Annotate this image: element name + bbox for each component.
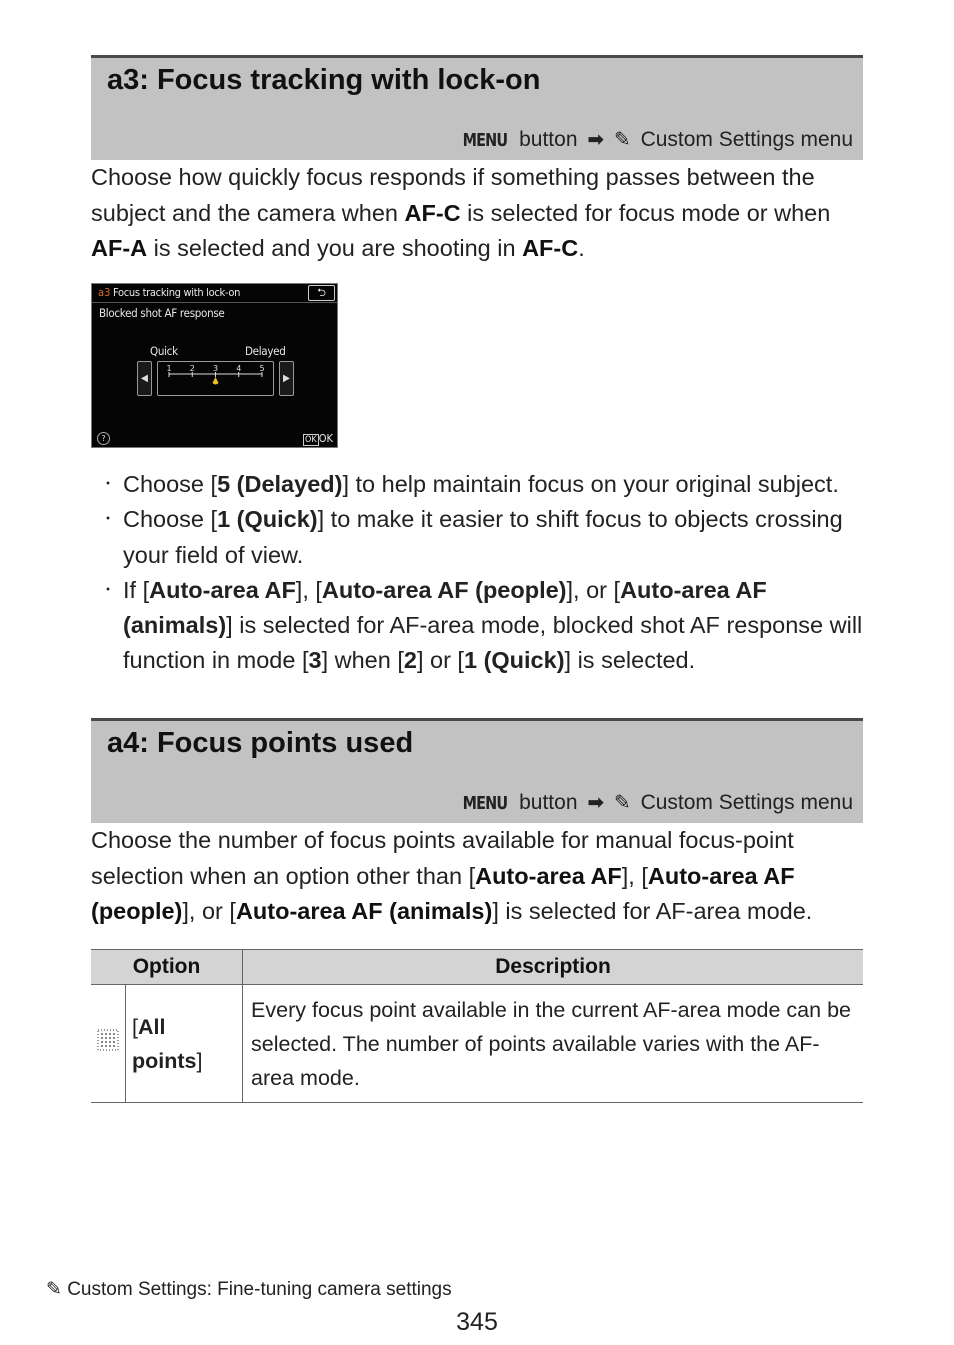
bracket: ] [196, 1048, 203, 1073]
scale-tick-label: 5 [259, 364, 265, 373]
scale-tick-label: 4 [236, 364, 242, 373]
bullet-bold: 1 (Quick) [463, 647, 565, 674]
pencil-icon: ✎ [46, 1279, 62, 1300]
scale-cursor-icon [213, 377, 219, 385]
bullet-text: ] is selected. [564, 647, 696, 674]
bullet-text: ], [ [295, 576, 322, 603]
help-icon: ? [97, 432, 110, 445]
a3-title: a3: Focus tracking with lock-on [107, 64, 541, 96]
ok-button-icon: OK [305, 435, 317, 445]
bullet-bold: Auto-area AF (animals) [123, 576, 767, 639]
bullet-bold: Auto-area AF [149, 576, 296, 603]
camera-screen-subtitle: Blocked shot AF response [99, 306, 225, 320]
bullet-dot: ・ [100, 511, 117, 529]
description-column-header: Description [243, 950, 863, 985]
intro-text: . [578, 235, 585, 261]
ok-prompt [303, 432, 333, 445]
list-item [100, 502, 870, 573]
bullet-text: ], or [ [566, 576, 621, 603]
ok-label: OK [318, 432, 333, 445]
a4-intro-paragraph [91, 823, 866, 930]
option-name-cell [126, 985, 243, 1103]
intro-text: is selected and you are shooting in [147, 235, 523, 261]
bracket: [ [132, 1014, 138, 1039]
a3-section-header [91, 55, 863, 160]
intro-text: Choose how quickly focus responds if something passes between the subject and the camera when [91, 164, 815, 226]
intro-bold: Auto-area AF (animals) [235, 898, 493, 924]
all-points-grid-icon [97, 1029, 119, 1051]
scale-right-arrow-icon: ▶ [279, 361, 294, 396]
page-number: 345 [456, 1308, 498, 1336]
bullet-text: Choose [ [123, 471, 218, 497]
bullet-text: If [ [123, 576, 150, 603]
scale-tick-label: 1 [166, 364, 172, 373]
menu-button-label: MENU [462, 793, 508, 814]
scale-tick-label: 2 [189, 364, 195, 373]
bullet-bold: Auto-area AF (people) [321, 576, 567, 603]
a4-menu-path [457, 790, 853, 815]
menu-button-label: MENU [462, 130, 508, 151]
menu-path-destination: Custom Settings menu [640, 128, 853, 151]
table-header-row [91, 950, 863, 985]
table-row [91, 985, 863, 1103]
scale-svg [158, 362, 273, 395]
a3-intro-paragraph [91, 160, 866, 267]
intro-bold: Auto-area AF (people) [91, 862, 795, 924]
a4-section-header [91, 718, 863, 823]
right-arrow-icon: ➡ [587, 792, 605, 814]
bullet-bold: 3 [308, 647, 322, 674]
focus-points-table [91, 949, 863, 1103]
intro-bold: AF-C [522, 235, 579, 261]
pencil-icon: ✎ [613, 792, 631, 814]
a3-bullet-list [100, 467, 870, 679]
intro-text: ], [ [621, 862, 648, 889]
bullet-text: ] is selected for AF-area mode, blocked shot AF response will function in mode [ [123, 612, 863, 674]
menu-path-destination: Custom Settings menu [640, 791, 853, 814]
bullet-text: Choose [ [123, 506, 218, 533]
intro-text: ] is selected for AF-area mode. [492, 898, 813, 924]
response-scale [157, 361, 274, 396]
menu-path-button-text: button [519, 128, 578, 151]
footer-section-title: Custom Settings: Fine-tuning camera settings [67, 1279, 452, 1300]
intro-text: Choose the number of focus points available for manual focus-point selection when an option other than [ [91, 827, 794, 889]
intro-text: is selected for focus mode or when [460, 199, 831, 226]
scale-left-arrow-icon: ◀ [137, 361, 152, 396]
list-item [100, 467, 870, 502]
bullet-dot: ・ [100, 581, 117, 599]
bullet-text: ] when [ [321, 647, 404, 674]
option-description-cell: Every focus point available in the current AF-area mode can be selected. The number of points available varies with the AF-area mode. [243, 985, 863, 1103]
camera-screen-title: Focus tracking with lock-on [113, 286, 241, 299]
scale-left-label: Quick [150, 344, 178, 358]
a4-title: a4: Focus points used [107, 727, 414, 759]
bullet-bold: 5 (Delayed) [217, 471, 343, 497]
intro-bold: AF-A [91, 235, 148, 261]
right-arrow-icon: ➡ [587, 129, 605, 151]
bullet-dot: ・ [100, 476, 117, 493]
camera-screen-titlebar [92, 284, 337, 303]
bullet-text: ] to make it easier to shift focus to objects crossing your field of view. [123, 506, 843, 568]
back-icon: ⮌ [308, 285, 335, 301]
pencil-icon: ✎ [613, 129, 631, 151]
bullet-text: ] or [ [416, 647, 464, 674]
camera-menu-screenshot [91, 283, 338, 448]
option-icon-cell [91, 985, 126, 1103]
menu-path-button-text: button [519, 791, 578, 814]
bullet-bold: 2 [403, 647, 417, 674]
a3-menu-path [457, 127, 853, 152]
intro-text: ], or [ [182, 898, 236, 924]
bullet-bold: 1 (Quick) [217, 506, 318, 533]
footer-section-link[interactable] [46, 1278, 452, 1301]
list-item [100, 573, 870, 679]
camera-screen-code: a3 [98, 286, 111, 299]
intro-bold: AF-C [404, 199, 461, 226]
option-column-header: Option [91, 950, 243, 985]
intro-bold: Auto-area AF [475, 862, 622, 889]
scale-right-label: Delayed [245, 344, 286, 358]
bullet-text: ] to help maintain focus on your original subject. [342, 471, 839, 497]
option-name: All points [132, 1014, 197, 1073]
scale-tick-label: 3 [212, 364, 219, 373]
